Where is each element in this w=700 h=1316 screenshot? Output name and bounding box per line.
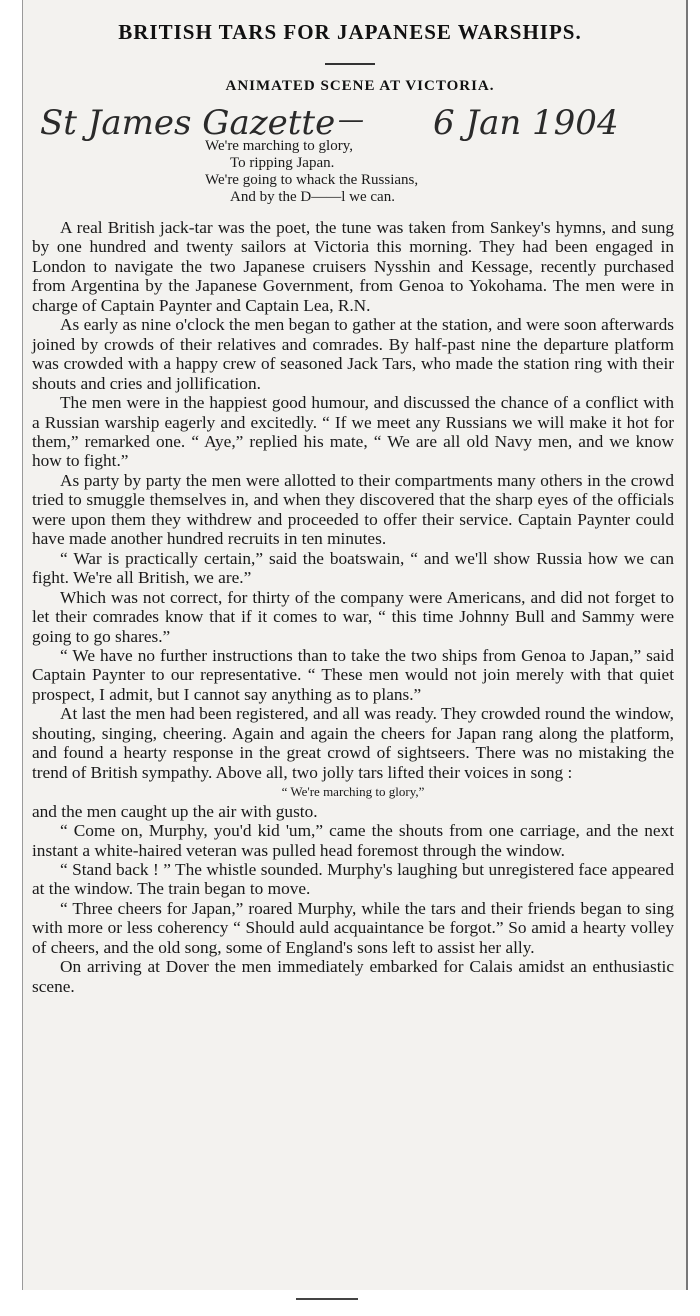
paragraph: “ We have no further instructions than to take the two ships from Genoa to Japan,” said Captain Paynter to our representative. “ These men would not join merely with that quiet prospect, I admit, but I cannot say anything as to plans.” [32,645,674,704]
paragraph: A real British jack-tar was the poet, the tune was taken from Sankey's hymns, and sung by one hundred and twenty sailors at Victoria this morning. They had been engaged in London to navigate the two Japanese cruisers Nysshin and Kessage, recently purchased from Argentina by the Japanese Government, from Genoa to Yokohama. The men were in charge of Captain Paynter and Captain Lea, R.N. [32,218,674,315]
paragraph: The men were in the happiest good humour, and discussed the chance of a conflict with a Russian warship eagerly and excitedly. “ If we meet any Russians we will make it hot for them,” remarked one. “ Aye,” replied his mate, “ We are all old Navy men, and we know how to fight.” [32,393,674,471]
paragraph: “ Come on, Murphy, you'd kid 'um,” came the shouts from one carriage, and the next instant a white-haired veteran was pulled head foremost through the window. [32,821,674,860]
article-body [32,218,674,996]
handwritten-source: St James Gazette [40,103,336,143]
bottom-rule [296,1298,358,1300]
paragraph: On arriving at Dover the men immediately embarked for Calais amidst an enthusiastic scene. [32,957,674,996]
handwritten-date: 6 Jan 1904 [433,103,619,143]
paragraph: “ War is practically certain,” said the boatswain, “ and we'll show Russia how we can fight. We're all British, we are.” [32,548,674,588]
paragraph: “ Stand back ! ” The whistle sounded. Murphy's laughing but unregistered face appeared at the window. The train began to move. [32,859,674,899]
paragraph: and the men caught up the air with gusto. [32,801,318,821]
paragraph: As early as nine o'clock the men began to gather at the station, and were soon afterwards joined by crowds of their relatives and comrades. By half-past nine the departure platform was crowded with a happy crew of seasoned Jack Tars, who made the station ring with their shouts and cries and jollification. [32,315,674,393]
verse-line: To ripping Japan. [230,155,335,171]
verse-line: We're going to whack the Russians, [205,172,419,188]
verse-line: And by the D——l we can. [230,189,395,205]
song-quote: “ We're marching to glory,” [281,784,425,800]
headline: BRITISH TARS FOR JAPANESE WARSHIPS. [118,20,582,44]
subheadline: ANIMATED SCENE AT VICTORIA. [225,78,495,94]
verse-line: We're marching to glory, [205,138,353,154]
paragraph: Which was not correct, for thirty of the company were Americans, and did not forget to let their comrades know that if it comes to war, “ this time Johnny Bull and Sammy were going to go shares.” [32,587,674,646]
handwritten-annotation [38,96,658,176]
paragraph: At last the men had been registered, and all was ready. They crowded round the window, shouting, singing, cheering. Again and again the cheers for Japan rang along the platform, and found a hearty response in the great crowd of sightseers. There was no mistaking the trend of British sympathy. Above all, two jolly tars lifted their voices in song : [32,704,674,782]
paragraph: As party by party the men were allotted to their compartments many others in the crowd tried to smuggle themselves in, and when they discovered that the sharp eyes of the officials were upon them they withdrew and proceeded to offer their service. Captain Paynter could have made another hundred recruits in ten minutes. [32,470,674,549]
headline-rule [325,63,375,65]
paragraph: “ Three cheers for Japan,” roared Murphy, while the tars and their friends began to sing with more or less coherency “ Should auld acquaintance be forgot.” So amid a hearty volley of cheers, and the old song, some of England's sons left to assist her ally. [32,898,674,957]
handwritten-dash: — [338,105,364,135]
